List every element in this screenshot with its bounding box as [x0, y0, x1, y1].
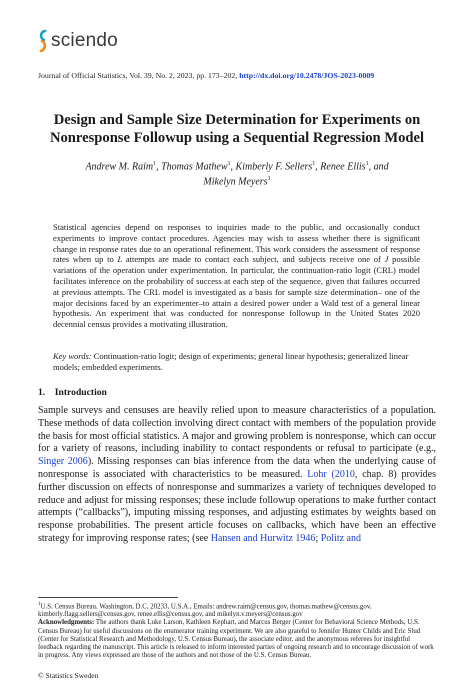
body-text: ). Missing responses can bias inference from the data when the underlying cause of nonresponse is associated with characteristics to be measured.: [38, 456, 437, 480]
abstract-text: attempts are made to contact each subject, and subjects receive one of: [122, 254, 385, 265]
acknowledgments-label: Acknowledgments:: [38, 619, 95, 627]
body-text: , chap. 8) provides further discussion on effects of nonresponse and summarizes a variety of techniques developed to reduce and adjust for missing responses; these include followup operations to make further contact attempts (“callbacks”), imputing missing responses, and adjusting estimates by weights based on response probabilities. The present article focuses on callbacks, which have been an effective strategy for improving response rates; (see: [38, 468, 436, 544]
author-name: Thomas Mathew: [161, 161, 228, 173]
keywords-label: Key words:: [53, 351, 92, 361]
publisher-logo: [38, 27, 118, 55]
math-var-J: J: [384, 254, 389, 265]
author-name: Andrew M. Raim: [85, 161, 154, 173]
author-list: Andrew M. Raim$^1$, Thomas Mathew$^1$, Kimberly F. Sellers$^1$, Renee Ellis$^1$, and Mikelyn Meyers$^1$: [85, 161, 389, 188]
author-name: Mikelyn Meyers: [203, 176, 268, 188]
affiliation-mark: 1: [365, 161, 369, 167]
citation-link[interactable]: Hansen and Hurwitz 1946: [210, 532, 316, 544]
abstract: [53, 222, 420, 330]
section-heading: [38, 387, 107, 398]
logo-text: sciendo: [51, 30, 118, 51]
author-name: Kimberly F. Sellers: [235, 161, 313, 173]
section-number: 1.: [38, 387, 46, 398]
affiliation-text: U.S. Census Bureau, Washington, D.C, 20233, U.S.A., Emails: andrew.raim@census.gov, thomas.mathew@census.gov, kimberly.flagg.sellers@census.gov, renee.ellis@census.gov, and mikelyn.v.meyers@census.gov: [38, 603, 372, 619]
sciendo-logo-icon: [38, 29, 48, 53]
citation-link[interactable]: Singer 2006: [38, 456, 88, 468]
citation-text: Journal of Official Statistics, Vol. 39, No. 2, 2023, pp. 173–202,: [38, 71, 240, 80]
author-name: Renee Ellis: [320, 161, 366, 173]
section-title: Introduction: [54, 387, 107, 398]
abstract-text: possible variations of the operation under experimentation. In particular, the continuation-ratio logit (CRL) model facilitates inference on the probability of success at each step of the sequence, given that failures occurred at previous attempts. The CRL model is investigated as a basis for sample size determination– one of the major decisions faced by an experimenter–to attain a desired power under a Wald test of a general linear hypothesis. An experiment that was conducted for nonresponse followup in the United States 2020 decennial census provides a motivating illustration.: [53, 254, 420, 330]
keywords: [53, 351, 420, 373]
footnote-divider: [38, 597, 178, 598]
doi-link[interactable]: http://dx.doi.org/10.2478/JOS-2023-0009: [239, 71, 375, 80]
footnote-mark: 1: [38, 602, 41, 607]
math-var-L: L: [117, 254, 123, 265]
affiliation-mark: 1: [312, 161, 316, 167]
citation-link[interactable]: Politz and: [320, 532, 361, 544]
author-conjunction: and: [373, 161, 389, 173]
citation-link[interactable]: Lohr (2010: [307, 468, 355, 480]
affiliation-mark: 1: [267, 176, 271, 183]
keywords-text: Continuation-ratio logit; design of experiments; general linear hypothesis; generalized linear models; embedded experiments.: [53, 351, 409, 372]
body-text: ;: [315, 532, 321, 544]
affiliation-mark: 1: [153, 161, 157, 167]
affiliation-mark: 1: [227, 161, 231, 167]
intro-paragraph: [38, 405, 436, 546]
copyright: © Statistics Sweden: [38, 671, 99, 680]
paper-title: Design and Sample Size Determination for Experiments on Nonresponse Followup using a Sequential Regression Model: [49, 112, 425, 146]
acknowledgments-text: The authors thank Luke Larson, Kathleen Kephart, and Marcus Berger (Center for Behavioral Science Methods, U.S. Census Bureau) for useful discussions on the enumerator training experiment. We are also grateful to Jennifer Hunter Childs and Eric Slud (Center for Statistical Research and Methodology, U.S. Census Bureau), the associate editor, and the anonymous referees for insightful feedback regarding the manuscript. This article is released to inform interested parties of ongoing research and to encourage discussion of work in progress. Any views expressed are those of the authors and not those of the U.S. Census Bureau.: [38, 619, 434, 659]
body-text: Sample surveys and censuses are heavily relied upon to measure characteristics of a population. These methods of data collection involving direct contact with members of the population provide the basis for most official statistics. A major and growing problem is nonresponse, which can occur for a variety of reasons, including inability to contact respondents or refusal to participate (e.g.,: [38, 405, 436, 455]
abstract-text: Statistical agencies depend on responses to inquiries made to the public, and occasionally conduct experiments to improve contact procedures. Agencies may wish to assess whether there is significant change in response rates due to an operational refinement. This work considers the assessment of response rates when up to: [53, 222, 420, 265]
journal-citation: [38, 71, 438, 80]
footnote: [38, 601, 436, 660]
